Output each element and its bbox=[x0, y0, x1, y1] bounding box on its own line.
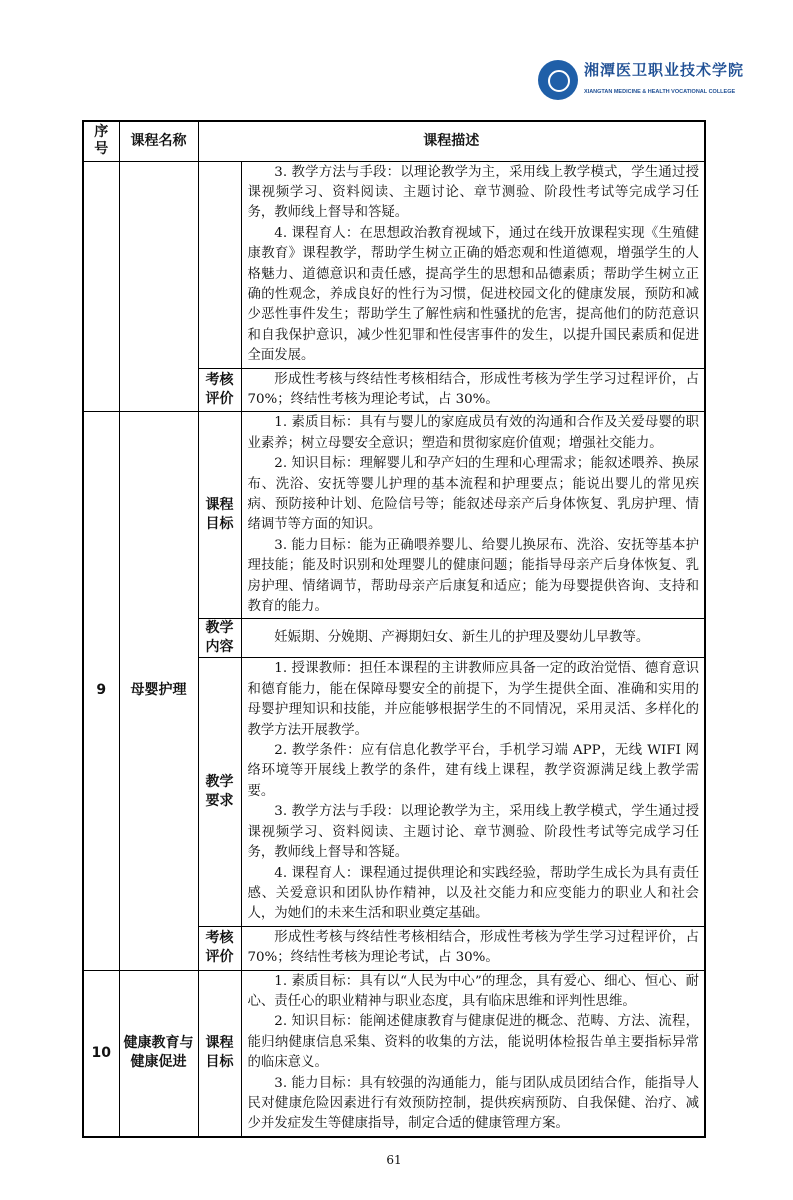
requirements-label: 教学要求 bbox=[198, 658, 241, 926]
goals-cell bbox=[241, 412, 705, 619]
paragraph: 3. 能力目标：能为正确喂养婴儿、给婴儿换尿布、洗浴、安抚等基本护理技能；能及时识别和处理婴儿的健康问题；能指导母亲产后身体恢复、乳房护理、情绪调节，帮助母亲产后康复和适应；能为母婴提供咨询、支持和教育的能力。 bbox=[247, 537, 699, 615]
assessment-cell bbox=[241, 926, 705, 970]
content-label: 教学内容 bbox=[198, 619, 241, 658]
table-row bbox=[83, 412, 705, 619]
paragraph: 1. 授课教师：担任本课程的主讲教师应具备一定的政治觉悟、德育意识和德育能力，能在保障母婴安全的前提下，为学生提供全面、准确和实用的母婴护理知识和技能，并应能够根据学生的不同情况，采用灵活、多样化的教学方法开展教学。 bbox=[247, 661, 699, 738]
paragraph: 3. 教学方法与手段：以理论教学为主，采用线上教学模式，学生通过授课视频学习、资料阅读、主题讨论、章节测验、阶段性考试等完成学习任务，教师线上督导和答疑。 bbox=[247, 164, 699, 221]
college-emblem-icon bbox=[538, 60, 578, 100]
course-name: 健康教育与健康促进 bbox=[119, 970, 198, 1137]
goals-cell bbox=[241, 970, 705, 1137]
course-number: 9 bbox=[83, 412, 119, 970]
paragraph: 3. 能力目标：具有较强的沟通能力，能与团队成员团结合作，能指导人民对健康危险因素进行有效预防控制，提供疾病预防、自我保健、治疗、减少并发症发生等健康指导，制定合适的健康管理方案。 bbox=[247, 1075, 699, 1132]
assessment-label: 考核评价 bbox=[198, 926, 241, 970]
college-logo bbox=[538, 58, 745, 104]
paragraph: 4. 课程育人：在思想政治教育视域下，通过在线开放课程实现《生殖健康教育》课程教学，帮助学生树立正确的婚恋观和性道德观，增强学生的人格魅力、道德意识和责任感，提高学生的思想和品德素质；帮助学生树立正确的性观念，养成良好的性行为习惯，促进校园文化的健康发展，预防和减少恶性事件发生；帮助学生了解性病和性骚扰的危害，提高他们的防范意识和自我保护意识，减少性犯罪和性侵害事件的发生，以提升国民素质和促进全面发展。 bbox=[247, 225, 699, 364]
logo-chinese-name: 湘潭医卫职业技术学院 bbox=[584, 61, 745, 79]
paragraph: 4. 课程育人：课程通过提供理论和实践经验，帮助学生成长为具有责任感、关爱意识和团队协作精神，以及社交能力和应变能力的职业人和社会人，为她们的未来生活和职业奠定基础。 bbox=[247, 865, 699, 922]
paragraph: 3. 教学方法与手段：以理论教学为主，采用线上教学模式，学生通过授课视频学习、资料阅读、主题讨论、章节测验、阶段性考试等完成学习任务，教师线上督导和答疑。 bbox=[247, 804, 699, 861]
content-cell bbox=[241, 619, 705, 658]
course-name: 母婴护理 bbox=[119, 412, 198, 970]
course-number: 10 bbox=[83, 970, 119, 1137]
table-row bbox=[83, 970, 705, 1137]
table-row bbox=[83, 161, 705, 368]
course-name-cell bbox=[119, 161, 198, 412]
paragraph: 1. 素质目标：具有以“人民为中心”的理念，具有爱心、细心、恒心、耐心、责任心的职业精神与职业态度，具有临床思维和评判性思维。 bbox=[247, 973, 699, 1009]
course-table bbox=[82, 120, 706, 1138]
paragraph: 形成性考核与终结性考核相结合，形成性考核为学生学习过程评价，占 70%；终结性考核为理论考试，占 30%。 bbox=[247, 929, 699, 966]
assessment-cell bbox=[241, 368, 705, 412]
paragraph: 形成性考核与终结性考核相结合，形成性考核为学生学习过程评价，占 70%；终结性考核为理论考试，占 30%。 bbox=[247, 371, 699, 407]
logo-english-name: XIANGTAN MEDICINE & HEALTH VOCATIONAL COLLEGE bbox=[584, 89, 736, 95]
table-header-row bbox=[83, 121, 705, 161]
requirements-cell bbox=[241, 161, 705, 368]
page-number: 61 bbox=[386, 1152, 402, 1167]
header-number: 序号 bbox=[83, 121, 119, 161]
header-course-description: 课程描述 bbox=[198, 121, 705, 161]
goals-label: 课程目标 bbox=[198, 412, 241, 619]
paragraph: 2. 知识目标：理解婴儿和孕产妇的生理和心理需求；能叙述喂养、换尿布、洗浴、安抚等婴儿护理的基本流程和护理要点；能说出婴儿的常见疾病、预防接种计划、危险信号等；能叙述母亲产后身体恢复、乳房护理、情绪调节等方面的知识。 bbox=[247, 456, 699, 533]
paragraph: 2. 知识目标：能阐述健康教育与健康促进的概念、范畴、方法、流程，能归纳健康信息采集、资料的收集的方法，能说明体检报告单主要指标异常的临床意义。 bbox=[247, 1014, 699, 1071]
paragraph: 妊娠期、分娩期、产褥期妇女、新生儿的护理及婴幼儿早教等。 bbox=[274, 630, 650, 646]
page-content bbox=[82, 120, 706, 1200]
section-label-cell bbox=[198, 161, 241, 368]
goals-label: 课程目标 bbox=[198, 970, 241, 1137]
number-cell bbox=[83, 161, 119, 412]
header-course-name: 课程名称 bbox=[119, 121, 198, 161]
assessment-label: 考核评价 bbox=[198, 368, 241, 412]
paragraph: 1. 素质目标：具有与婴儿的家庭成员有效的沟通和合作及关爱母婴的职业素养；树立母婴安全意识；塑造和贯彻家庭价值观；增强社交能力。 bbox=[247, 415, 699, 451]
paragraph: 2. 教学条件：应有信息化教学平台，手机学习端 APP，无线 WIFI 网络环境等开展线上教学的条件，建有线上课程，教学资源满足线上教学需要。 bbox=[247, 743, 699, 799]
requirements-cell bbox=[241, 658, 705, 926]
